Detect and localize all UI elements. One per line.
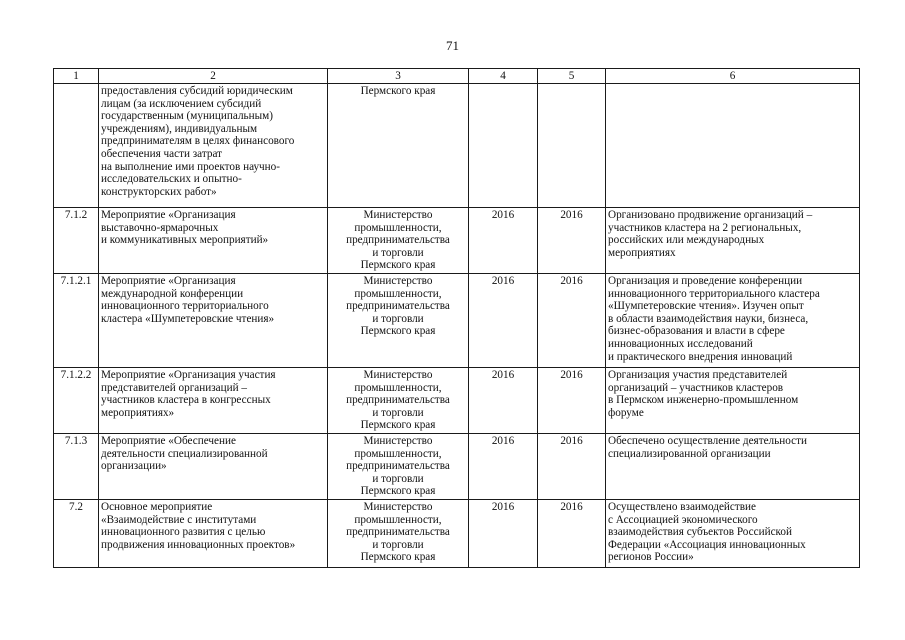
item-number-cell: 7.1.3 (54, 433, 99, 499)
result-cell-line: российских или международных (608, 234, 765, 247)
item-name-cell-line: «Взаимодействие с институтами (101, 513, 257, 526)
executor-cell-line: Пермского края (360, 325, 436, 338)
executor-cell (328, 433, 469, 499)
executor-cell-line: предпринимательства (346, 460, 450, 473)
column-header: 3 (328, 69, 469, 84)
item-name-cell-line: учреждениям), индивидуальным (101, 122, 258, 135)
item-name-cell-line: деятельности специализированной (101, 447, 268, 460)
result-cell-line: специализированной организации (608, 447, 771, 460)
item-name-cell-line: на выполнение ими проектов научно- (101, 160, 280, 173)
item-name-cell (99, 273, 328, 367)
item-name-cell (99, 499, 328, 567)
start-year-cell: 2016 (469, 499, 538, 567)
result-cell-line: Организация и проведение конференции (608, 274, 803, 287)
table-row (54, 367, 860, 433)
result-cell-line: регионов России» (608, 551, 694, 564)
item-name-cell-line: Мероприятие «Организация участия (101, 368, 276, 381)
table-row (54, 433, 860, 499)
result-cell-line: Осуществлено взаимодействие (608, 500, 757, 513)
result-cell-line: Организовано продвижение организаций – (608, 209, 813, 221)
item-number-cell: 7.1.2.1 (54, 273, 99, 367)
item-name-cell-line: инновационного развития с целью (101, 526, 266, 539)
result-cell-line: с Ассоциацией экономического (608, 513, 758, 526)
item-name-cell-line: исследовательских и опытно- (101, 173, 242, 186)
end-year-cell: 2016 (538, 433, 606, 499)
executor-cell-line: предпринимательства (346, 300, 450, 313)
executor-cell-line: предпринимательства (346, 234, 450, 247)
result-cell (606, 84, 860, 208)
result-cell-line: Обеспечено осуществление деятельности (608, 434, 807, 447)
executor-cell-line: и торговли (372, 246, 424, 259)
result-cell (606, 273, 860, 367)
item-name-cell-line: выставочно-ярмарочных (101, 221, 219, 234)
item-name-cell-line: инновационного территориального (101, 300, 269, 313)
start-year-cell (469, 84, 538, 208)
item-number-cell: 7.1.2.2 (54, 367, 99, 433)
item-name-cell (99, 208, 328, 274)
end-year-cell: 2016 (538, 208, 606, 274)
executor-cell-line: промышленности, (354, 381, 442, 394)
executor-cell-line: Пермского края (360, 259, 436, 272)
result-cell (606, 499, 860, 567)
result-cell-line: Федерации «Ассоциация инновационных (608, 538, 806, 551)
result-cell-line: и практического внедрения инноваций (608, 350, 793, 363)
result-cell-line: в области взаимодействия науки, бизнеса, (608, 312, 809, 325)
result-cell-line: организаций – участников кластеров (608, 381, 784, 394)
executor-cell-line: Пермского края (360, 485, 436, 498)
executor-cell (328, 273, 469, 367)
item-name-cell-line: Мероприятие «Организация (101, 274, 236, 287)
item-name-cell (99, 433, 328, 499)
result-cell-line: бизнес-образования и власти в сфере (608, 325, 785, 338)
result-cell-line: инновационного территориального кластера (608, 287, 820, 300)
executor-cell-line: промышленности, (354, 513, 442, 526)
executor-cell-line: промышленности, (354, 221, 442, 234)
item-name-cell-line: Мероприятие «Организация (101, 209, 236, 221)
item-name-cell-line: и коммуникативных мероприятий» (101, 234, 269, 247)
item-number-cell: 7.2 (54, 499, 99, 567)
column-header: 4 (469, 69, 538, 84)
result-cell-line: форуме (608, 406, 644, 419)
item-number-cell (54, 84, 99, 208)
executor-cell-line: и торговли (372, 472, 424, 485)
item-name-cell-line: государственным (муниципальным) (101, 110, 273, 123)
item-name-cell-line: продвижения инновационных проектов» (101, 538, 296, 551)
executor-cell-line: Пермского края (360, 85, 436, 97)
item-name-cell-line: представителей организаций – (101, 381, 247, 394)
item-name-cell-line: участников кластера в конгрессных (101, 394, 271, 407)
item-name-cell-line: Основное мероприятие (101, 500, 213, 513)
item-number-cell: 7.1.2 (54, 208, 99, 274)
item-name-cell-line: международной конференции (101, 287, 244, 300)
executor-cell (328, 84, 469, 208)
executor-cell (328, 208, 469, 274)
executor-cell-line: Пермского края (360, 551, 436, 564)
result-cell (606, 367, 860, 433)
item-name-cell-line: предоставления субсидий юридическим (101, 85, 293, 97)
start-year-cell: 2016 (469, 433, 538, 499)
column-header: 5 (538, 69, 606, 84)
executor-cell-line: предпринимательства (346, 526, 450, 539)
result-cell-line: «Шумпетеровские чтения». Изучен опыт (608, 300, 804, 313)
start-year-cell: 2016 (469, 367, 538, 433)
result-cell (606, 433, 860, 499)
measures-table (53, 68, 860, 568)
executor-cell-line: предпринимательства (346, 394, 450, 407)
result-cell-line: мероприятиях (608, 246, 676, 259)
executor-cell-line: Министерство (363, 368, 433, 381)
executor-cell-line: и торговли (372, 538, 424, 551)
item-name-cell-line: организации» (101, 460, 167, 473)
executor-cell-line: и торговли (372, 406, 424, 419)
item-name-cell-line: конструкторских работ» (101, 185, 217, 198)
item-name-cell-line: предпринимателям в целях финансового (101, 135, 295, 148)
table-header-row (54, 69, 860, 84)
executor-cell (328, 499, 469, 567)
item-name-cell-line: мероприятиях» (101, 406, 175, 419)
result-cell-line: взаимодействия субъектов Российской (608, 526, 792, 539)
item-name-cell (99, 84, 328, 208)
result-cell-line: инновационных исследований (608, 337, 753, 350)
column-header: 1 (54, 69, 99, 84)
item-name-cell-line: кластера «Шумпетеровские чтения» (101, 312, 275, 325)
executor-cell-line: Министерство (363, 500, 433, 513)
result-cell-line: Организация участия представителей (608, 368, 788, 381)
table-row (54, 208, 860, 274)
executor-cell-line: Министерство (363, 209, 433, 221)
executor-cell (328, 367, 469, 433)
executor-cell-line: промышленности, (354, 447, 442, 460)
item-name-cell (99, 367, 328, 433)
table-row (54, 273, 860, 367)
start-year-cell: 2016 (469, 273, 538, 367)
item-name-cell-line: Мероприятие «Обеспечение (101, 434, 236, 447)
end-year-cell (538, 84, 606, 208)
executor-cell-line: и торговли (372, 312, 424, 325)
column-header: 2 (99, 69, 328, 84)
end-year-cell: 2016 (538, 499, 606, 567)
result-cell-line: в Пермском инженерно-промышленном (608, 394, 799, 407)
executor-cell-line: промышленности, (354, 287, 442, 300)
page-number: 71 (446, 38, 459, 53)
executor-cell-line: Министерство (363, 434, 433, 447)
executor-cell-line: Пермского края (360, 419, 436, 432)
column-header: 6 (606, 69, 860, 84)
start-year-cell: 2016 (469, 208, 538, 274)
end-year-cell: 2016 (538, 273, 606, 367)
executor-cell-line: Министерство (363, 274, 433, 287)
result-cell-line: участников кластера на 2 региональных, (608, 221, 802, 234)
result-cell (606, 208, 860, 274)
end-year-cell: 2016 (538, 367, 606, 433)
item-name-cell-line: обеспечения части затрат (101, 147, 223, 160)
item-name-cell-line: лицам (за исключением субсидий (101, 97, 262, 110)
table-row (54, 84, 860, 208)
table-row (54, 499, 860, 567)
